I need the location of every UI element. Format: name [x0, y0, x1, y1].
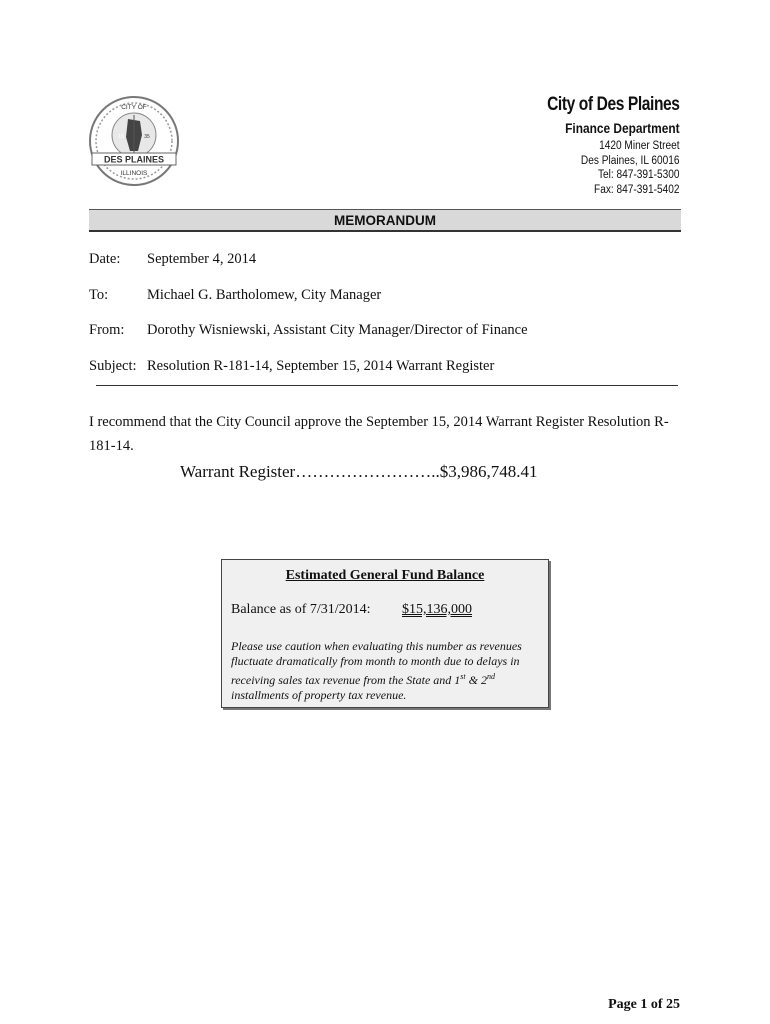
- from-value: Dorothy Wisniewski, Assistant City Manager/Director of Finance: [147, 322, 528, 338]
- to-label: To:: [89, 287, 109, 303]
- caution-sup-1: st: [460, 672, 466, 681]
- divider: [96, 385, 678, 386]
- to-value: Michael G. Bartholomew, City Manager: [147, 287, 382, 303]
- date-label: Date:: [89, 251, 121, 267]
- caution-text-3: installments of property tax revenue.: [231, 688, 407, 702]
- date-value: September 4, 2014: [147, 251, 257, 267]
- caution-note: [231, 639, 543, 703]
- balance-label: Balance as of 7/31/2014:: [231, 602, 371, 617]
- city-seal-logo: [88, 95, 180, 187]
- caution-text-1: Please use caution when evaluating this number as revenues fluctuate dramatically from month to month due to delays in receiving sales tax revenue from the State and 1: [231, 639, 522, 687]
- page-number: Page 1 of 25: [608, 997, 680, 1012]
- balance-value: $15,136,000: [402, 602, 472, 617]
- date-row: [89, 251, 256, 268]
- street-address: 1420 Miner Street: [599, 140, 680, 152]
- seal-name: DES PLAINES: [103, 154, 165, 165]
- memorandum-title: MEMORANDUM: [89, 209, 681, 232]
- city-state-zip: Des Plaines, IL 60016: [581, 154, 680, 167]
- caution-text-2: & 2: [465, 673, 487, 687]
- warrant-register-total: Warrant Register……………………..$3,986,748.41: [180, 462, 538, 481]
- to-row: [89, 287, 381, 304]
- org-name: City of Des Plaines: [547, 94, 680, 115]
- seal-left-number: 18: [118, 134, 124, 140]
- seal-state: ILLINOIS: [120, 170, 148, 177]
- fax: Fax: 847-391-5402: [594, 183, 680, 196]
- general-fund-balance-box: [221, 559, 549, 708]
- address-block: [538, 139, 680, 197]
- department-name: Finance Department: [565, 120, 680, 136]
- seal-top-text: CITY OF: [121, 104, 147, 111]
- fund-box-title: Estimated General Fund Balance: [285, 568, 485, 583]
- letterhead: [518, 94, 680, 197]
- subject-row: [89, 358, 494, 375]
- telephone: Tel: 847-391-5300: [598, 169, 680, 181]
- from-label: From:: [89, 322, 125, 338]
- caution-sup-2: nd: [486, 672, 495, 681]
- recommendation-paragraph: I recommend that the City Council approve the September 15, 2014 Warrant Register Resolution R-181-14.: [89, 414, 669, 454]
- subject-value: Resolution R-181-14, September 15, 2014 Warrant Register: [147, 358, 495, 374]
- subject-label: Subject:: [89, 358, 137, 374]
- from-row: [89, 322, 528, 339]
- seal-right-number: 35: [144, 134, 150, 140]
